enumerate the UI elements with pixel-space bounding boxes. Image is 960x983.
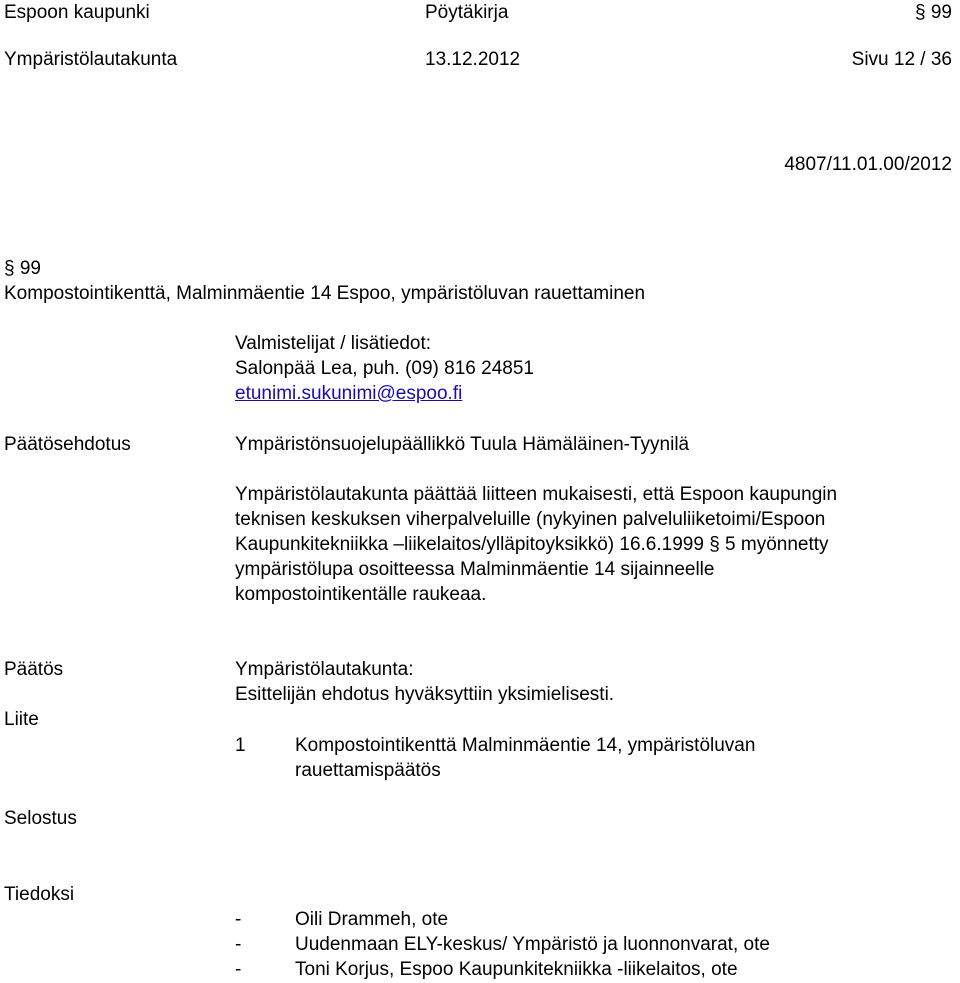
header-org: Espoon kaupunki: [4, 2, 150, 23]
decision-body-label: Ympäristölautakunta:: [235, 659, 414, 680]
distribution-item: Toni Korjus, Espoo Kaupunkitekniikka -liikelaitos, ote: [295, 959, 738, 980]
distribution-item: Oili Drammeh, ote: [295, 909, 449, 930]
item-title: Kompostointikenttä, Malminmäentie 14 Espoo, ympäristöluvan rauettaminen: [4, 283, 646, 304]
proposal-line: ympäristölupa osoitteessa Malminmäentie 14 sijainneelle: [235, 559, 715, 580]
decision-heading: Päätös: [4, 659, 64, 680]
case-number: 4807/11.01.00/2012: [784, 154, 952, 175]
proposal-text: [235, 482, 837, 607]
proposal-heading: Päätösehdotus: [4, 434, 131, 455]
proposal-line: teknisen keskuksen viherpalveluille (nykyinen palveluliiketoimi/Espoon: [235, 509, 826, 530]
proposal-proposer: Ympäristönsuojelupäällikkö Tuula Hämäläinen-Tyynilä: [235, 434, 690, 455]
header-date: 13.12.2012: [425, 49, 521, 70]
distribution-bullet: -: [235, 909, 242, 930]
proposal-line: kompostointikentälle raukeaa.: [235, 584, 487, 605]
distribution-heading: Tiedoksi: [4, 884, 75, 905]
header-doc-type: Pöytäkirja: [425, 2, 509, 23]
preparers-email-link[interactable]: etunimi.sukunimi@espoo.fi: [235, 383, 463, 404]
item-number: § 99: [4, 258, 41, 279]
attachment-line: rauettamispäätös: [295, 760, 441, 781]
attachment-line: Kompostointikenttä Malminmäentie 14, ympäristöluvan: [295, 735, 756, 756]
description-heading: Selostus: [4, 808, 77, 829]
attachment-number: 1: [235, 735, 246, 756]
attachment-title: [295, 733, 755, 783]
attachment-heading: Liite: [4, 709, 39, 730]
header-section-ref: § 99: [915, 2, 952, 23]
distribution-bullet: -: [235, 934, 242, 955]
preparers-label: Valmistelijat / lisätiedot:: [235, 333, 432, 354]
header-page: Sivu 12 / 36: [851, 49, 952, 70]
decision-text: Esittelijän ehdotus hyväksyttiin yksimielisesti.: [235, 684, 615, 705]
distribution-bullet: -: [235, 959, 242, 980]
distribution-item: Uudenmaan ELY-keskus/ Ympäristö ja luonnonvarat, ote: [295, 934, 770, 955]
proposal-line: Ympäristölautakunta päättää liitteen mukaisesti, että Espoon kaupungin: [235, 484, 838, 505]
header-board: Ympäristölautakunta: [4, 49, 178, 70]
proposal-line: Kaupunkitekniikka –liikelaitos/ylläpitoyksikkö) 16.6.1999 § 5 myönnetty: [235, 534, 829, 555]
preparers-contact: Salonpää Lea, puh. (09) 816 24851: [235, 358, 534, 379]
